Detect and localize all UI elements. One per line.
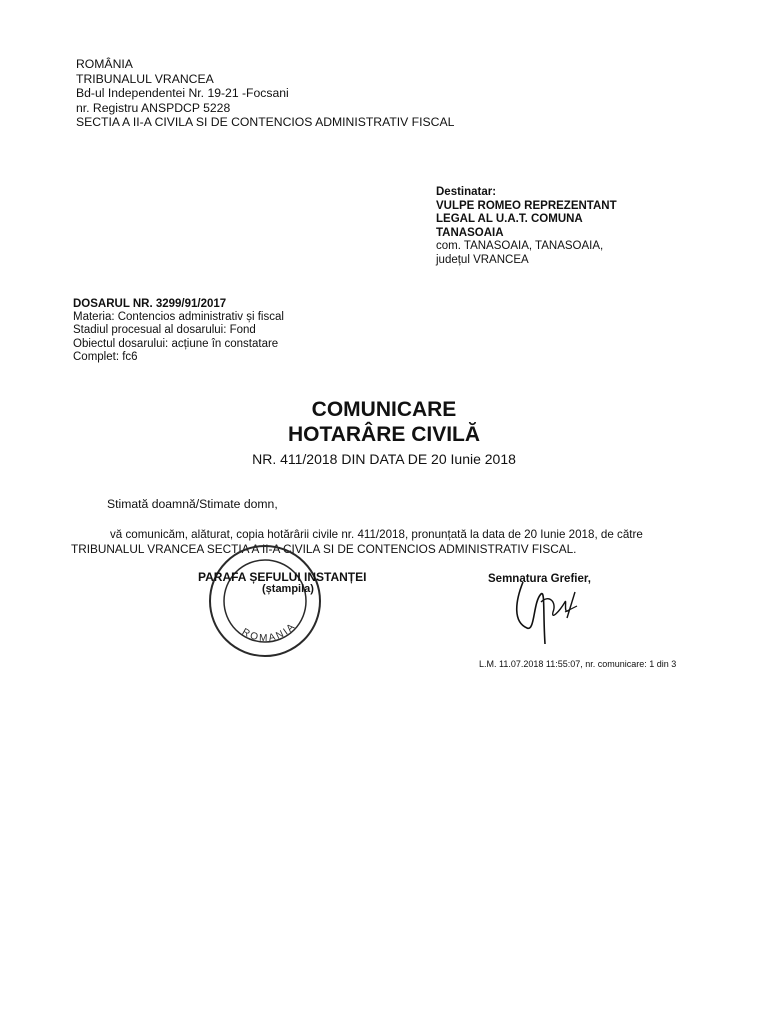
case-info xyxy=(73,298,284,364)
court-head-label: PARAFA ȘEFULUI INSTANȚEI xyxy=(198,570,367,584)
court-header xyxy=(76,57,454,130)
recipient-address-2: județul VRANCEA xyxy=(436,253,529,266)
recipient-name-3: TANASOAIA xyxy=(436,226,504,239)
recipient-address-1: com. TANASOAIA, TANASOAIA, xyxy=(436,240,604,252)
case-object: Obiectul dosarului: acțiune în constatare xyxy=(73,337,279,350)
document-title: COMUNICARE xyxy=(311,398,457,421)
clerk-signature-label: Semnatura Grefier, xyxy=(488,573,591,585)
case-number: DOSARUL NR. 3299/91/2017 xyxy=(73,298,227,310)
header-court: TRIBUNALUL VRANCEA xyxy=(76,71,214,86)
stamp-label: (ștampila) xyxy=(262,583,314,595)
stamp-ring-text: ROMANIA xyxy=(239,620,299,645)
decision-number: NR. 411/2018 DIN DATA DE 20 Iunie 2018 xyxy=(252,451,516,467)
recipient-name-2: LEGAL AL U.A.T. COMUNA xyxy=(436,213,583,225)
svg-text:ROMANIA xyxy=(240,621,299,644)
case-panel: Complet: fc6 xyxy=(73,350,138,363)
case-matter: Materia: Contencios administrativ și fiscal xyxy=(73,311,284,324)
header-country: ROMÂNIA xyxy=(76,57,133,71)
case-stage: Stadiul procesual al dosarului: Fond xyxy=(73,324,256,337)
header-address: Bd-ul Independentei Nr. 19-21 -Focsani xyxy=(76,86,289,100)
body-text-line-2: TRIBUNALUL VRANCEA SECTIA A II-A CIVILA SI DE CONTENCIOS ADMINISTRATIV FISCAL. xyxy=(71,542,577,556)
recipient-block xyxy=(436,186,617,267)
recipient-name-1: VULPE ROMEO REPREZENTANT xyxy=(436,199,617,212)
document-subtitle: HOTARÂRE CIVILĂ xyxy=(287,423,481,446)
recipient-label: Destinatar: xyxy=(436,186,497,198)
greeting: Stimată doamnă/Stimate domn, xyxy=(107,497,278,511)
header-registry: nr. Registru ANSPDCP 5228 xyxy=(76,100,231,115)
body-text-line-1: vă comunicăm, alăturat, copia hotărârii civile nr. 411/2018, pronunțată la data de 20 Iunie 2018, de către xyxy=(110,528,643,541)
footer-lm-line: L.M. 11.07.2018 11:55:07, nr. comunicare: 1 din 3 xyxy=(479,659,677,669)
clerk-signature-icon xyxy=(505,572,605,652)
header-section: SECTIA A II-A CIVILA SI DE CONTENCIOS ADMINISTRATIV FISCAL xyxy=(76,115,455,129)
court-stamp-icon xyxy=(205,541,325,661)
